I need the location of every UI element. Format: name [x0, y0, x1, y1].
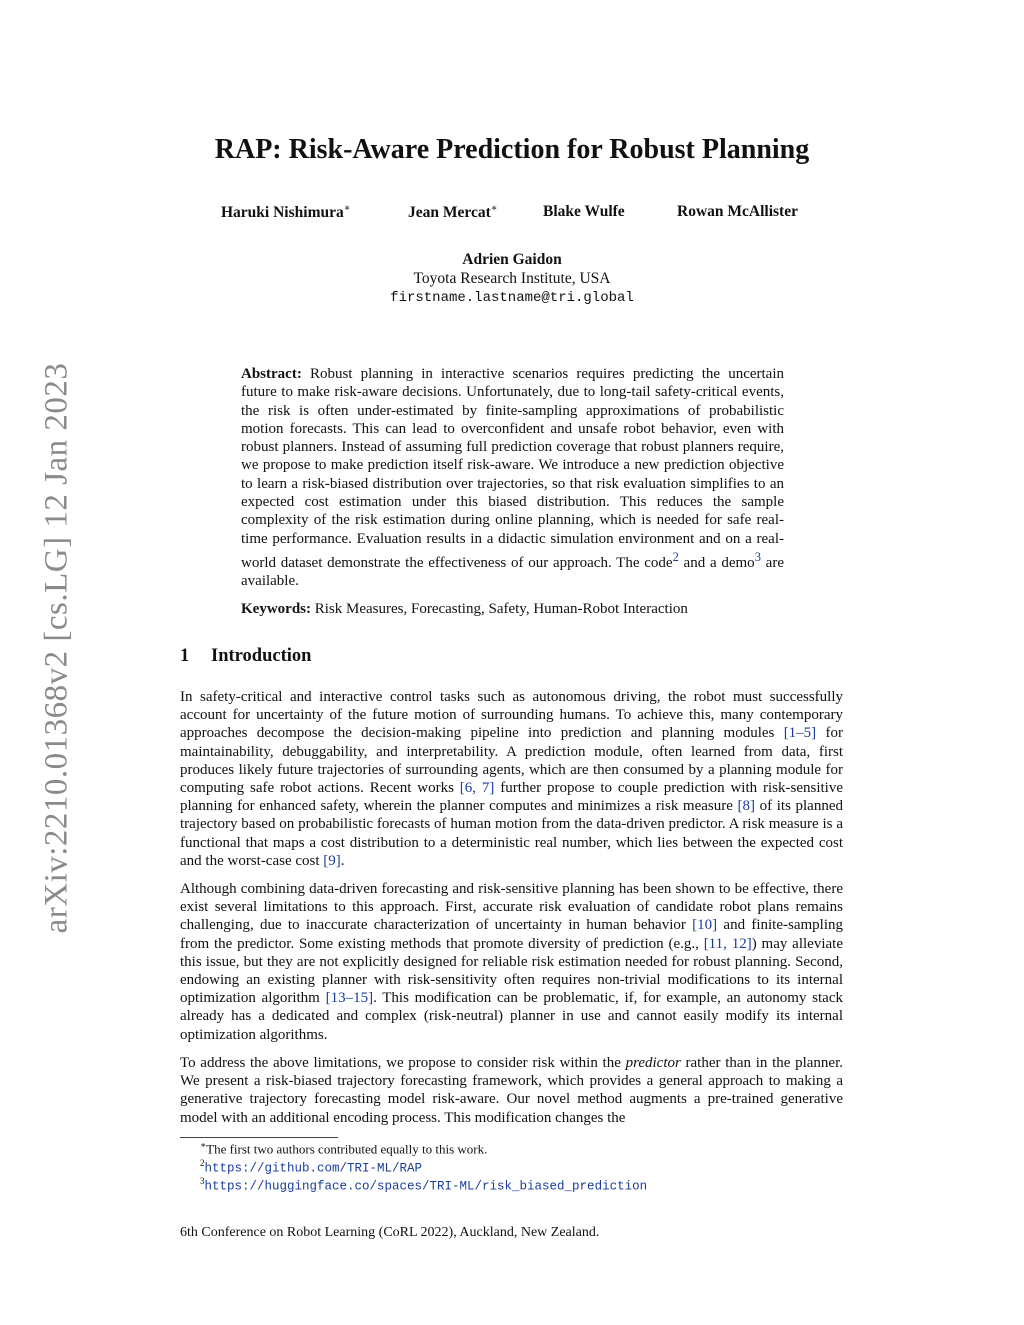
email: firstname.lastname@tri.global	[390, 290, 634, 306]
citation[interactable]: [13–15]	[325, 990, 374, 1007]
abstract-label: Abstract:	[241, 366, 302, 382]
abstract-text: Robust planning in interactive scenarios requires predicting the uncertain future to make risk-aware decisions. Unfortunately, due to long-tail safety-critical events, the risk is often under-estimated by finite-sampling approximations of probabilistic motion forecasts. This can lead to overconfident and unsafe robot behavior, even with robust planners. Instead of assuming full prediction coverage that robust planners require, we propose to make prediction itself risk-aware. We introduce a new prediction objective to learn a risk-biased distribution over trajectories, so that risk evaluation simplifies to an expected cost estimation under this biased distribution. This reduces the sample complexity of the risk estimation during online planning, which is needed for safe real-time performance. Evaluation results in a didactic simulation environment and on a real-world dataset demonstrate the effectiveness of our approach. The code	[241, 366, 785, 571]
citation[interactable]: [9]	[323, 852, 341, 869]
footnote-ref-demo[interactable]: 3	[754, 549, 761, 564]
citation[interactable]: [8]	[737, 798, 756, 815]
section-title: Introduction	[211, 646, 312, 666]
citation[interactable]: [6, 7]	[459, 780, 495, 797]
citation[interactable]: [10]	[692, 917, 718, 934]
arxiv-sidebar	[0, 0, 80, 1325]
footnote-2: $^2$https://github.com/TRI-ML/RAP	[200, 1158, 423, 1176]
author-2: Jean Mercat∗	[408, 203, 498, 222]
keywords-label: Keywords:	[241, 601, 311, 617]
paper-title: RAP: Risk-Aware Prediction for Robust Planning	[214, 134, 810, 165]
section-number: 1	[180, 646, 190, 666]
section-heading	[180, 646, 311, 667]
intro-paragraph-1: In safety-critical and interactive control tasks such as autonomous driving, the robot must successfully account for uncertainty of the future motion of surrounding humans. To achieve this, many contemporary approaches decompose the decision-making pipeline into prediction and planning modules [1–5] for maintainability, debuggability, and interpretability. A prediction module, often learned from data, first produces likely future trajectories of surrounding agents, which are then consumed by a planning module for computing safe robot actions. Recent works [6, 7] further propose to couple prediction with risk-sensitive planning for enhanced safety, wherein the planner computes and minimizes a risk measure [8] of its planned trajectory based on probabilistic forecasts of human motion from the data-driven predictor. A risk measure is a functional that maps a cost distribution to a deterministic real number, which lies between the expected cost and the worst-case cost [9].	[180, 689, 843, 869]
intro-paragraph-3: To address the above limitations, we propose to consider risk within the predictor rather than in the planner. We present a risk-biased trajectory forecasting framework, which provides a general approach to making a generative trajectory forecasting model risk-aware. Our novel method augments a pre-trained generative model with an additional encoding process. This modification changes the	[180, 1055, 843, 1126]
conference-note: 6th Conference on Robot Learning (CoRL 2022), Auckland, New Zealand.	[180, 1225, 600, 1240]
author-3: Blake Wulfe	[543, 203, 625, 220]
intro-paragraph-2: Although combining data-driven forecasting and risk-sensitive planning has been shown to be effective, there exist several limitations to this approach. First, accurate risk evaluation of candidate robot plans remains challenging, due to inaccurate characterization of uncertainty in human behavior [10] and finite-sampling from the predictor. Some existing methods that promote diversity of prediction (e.g., [11, 12]) may alleviate this issue, but they are not explicitly designed for reliable risk estimation needed for robust planning. Second, endowing an existing planner with risk-sensitivity often requires non-trivial modifications to its internal optimization algorithm [13–15]. This modification can be problematic, if, for example, an autonomy stack already has a dedicated and complex (risk-neutral) planner in use and cannot easily modify its internal optimization algorithms.	[180, 881, 843, 1043]
footnote-link-demo[interactable]: https://huggingface.co/spaces/TRI-ML/risk_biased_prediction	[204, 1179, 648, 1194]
footnote-ref-code[interactable]: 2	[672, 549, 679, 564]
author-5: Adrien Gaidon	[462, 251, 562, 268]
citation[interactable]: [11, 12]	[703, 935, 752, 952]
footnote-3: $^3$https://huggingface.co/spaces/TRI-ML/risk_biased_prediction	[200, 1176, 648, 1194]
author-4: Rowan McAllister	[677, 203, 798, 220]
abstract: Abstract: Robust planning in interactive scenarios requires predicting the uncertain future to make risk-aware decisions. Unfortunately, due to long-tail safety-critical events, the risk is often under-estimated by finite-sampling approximations of probabilistic motion forecasts. This can lead to overconfident and unsafe robot behavior, even with robust planners. Instead of assuming full prediction coverage that robust planners require, we propose to make prediction itself risk-aware. We introduce a new prediction objective to learn a risk-biased distribution over trajectories, so that risk evaluation simplifies to an expected cost estimation under this biased distribution. This reduces the sample complexity of the risk estimation during online planning, which is needed for safe real-time performance. Evaluation results in a didactic simulation environment and on a real-world dataset demonstrate the effectiveness of our approach. The code$^2$ and a demo$^3$ are available.	[241, 366, 785, 590]
author-1: Haruki Nishimura∗	[221, 203, 351, 222]
citation[interactable]: [1–5]	[783, 725, 817, 742]
keywords-text: Risk Measures, Forecasting, Safety, Human-Robot Interaction	[314, 601, 688, 617]
footnote-divider	[180, 1137, 338, 1138]
arxiv-identifier: arXiv:2210.01368v2 [cs.LG] 12 Jan 2023	[38, 362, 75, 934]
affiliation: Toyota Research Institute, USA	[413, 270, 611, 287]
keywords	[241, 601, 801, 618]
footnote-1: ∗The first two authors contributed equally to this work.	[200, 1140, 488, 1157]
footnote-link-code[interactable]: https://github.com/TRI-ML/RAP	[204, 1161, 423, 1176]
